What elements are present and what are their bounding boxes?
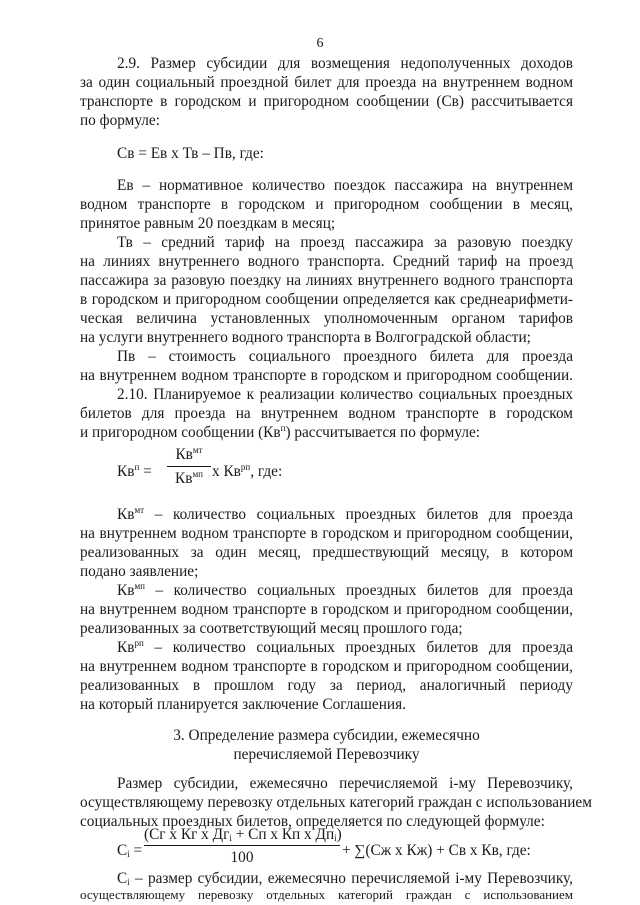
tv-def-line-5: ческая величина установленных уполномоченным органом тарифов [80, 310, 573, 327]
tv-def-line-3: пассажира за разовую поездку на линиях внутреннего водного транспорта [80, 272, 573, 289]
tv-def-line-2: на линиях внутреннего водного транспорта. Средний тариф на проезд [80, 253, 573, 270]
pv-def-line-2: на внутреннем водном транспорте в городском и пригородном сообщении. [80, 367, 573, 384]
kvrp-def-line-4: на который планируется заключение Соглашения. [80, 696, 406, 713]
ci-def-line-3: социальных проездных билетов; [80, 902, 94, 903]
kvrp-def-line-3: реализованных в прошлом году за период, аналогичный периоду [80, 677, 573, 694]
kvmt-def-line-3: реализованных за один месяц, предшествующий месяцу, в котором [80, 544, 573, 561]
kvmp-def-line-1: $Кв^{мп}$ – количество социальных проездных билетов для проезда [117, 581, 573, 599]
formula-ci-denominator: 100 [230, 849, 254, 866]
pv-def-line-1: Пв – стоимость социального проездного билета для проезда [117, 348, 573, 365]
page-number: 6 [316, 36, 324, 51]
formula-ci-numerator: (Сг х Кг х $Дг_i$ + Сп х Кп х $Дп_i$) [144, 826, 342, 843]
p29-line-1: 2.9. Размер субсидии для возмещения недополученных доходов [117, 55, 573, 72]
formula-kvp-rhs: х $Кв^{рп}$, где: [212, 462, 283, 480]
s3-intro-line-1: Размер субсидии, ежемесячно перечисляемой i-му Перевозчику, [117, 775, 573, 792]
tv-def-line-1: Тв – средний тариф на проезд пассажира за разовую поездку [117, 234, 573, 251]
kvmp-def-line-3: реализованных за соответствующий месяц прошлого года; [80, 620, 463, 637]
kvrp-def-line-2: на внутреннем водном транспорте в городском и пригородном сообщении, [80, 658, 573, 675]
formula-kvp-numerator: $Кв^{мт}$ [175, 445, 203, 463]
section3-title-line-1: 3. Определение размера субсидии, ежемесячно [173, 727, 480, 744]
ci-def-line-2: осуществляющему перевозку отдельных категорий граждан с использованием [80, 887, 573, 902]
p210-line-2: билетов для проезда на внутреннем водном транспорте в городском [80, 405, 573, 422]
formula-kvp-lhs: $Кв^п$ = [117, 462, 152, 480]
tv-def-line-6: на услуги внутреннего водного транспорта в Волгоградской области; [80, 329, 531, 346]
formula-kvp-fraction-bar [167, 466, 211, 467]
kvmt-def-line-2: на внутреннем водном транспорте в городском и пригородном сообщении, [80, 525, 573, 542]
kvmt-def-line-4: подано заявление; [80, 563, 199, 580]
p29-line-2: за один социальный проездной билет для проезда на внутреннем водном [80, 74, 573, 91]
ev-def-line-1: Ев – нормативное количество поездок пассажира на внутреннем [117, 177, 573, 194]
p210-line-3: и пригородном сообщении $(Кв^п)$ рассчитывается по формуле: [80, 423, 480, 441]
formula-kvp-denominator: $Кв^{мп}$ [175, 469, 203, 487]
kvrp-def-line-1: $Кв^{рп}$ – количество социальных проездных билетов для проезда [117, 638, 573, 656]
tv-def-line-4: в городском и пригородном сообщении определяется как среднеарифмети- [80, 291, 573, 308]
section3-title-line-2: перечисляемой Перевозчику [233, 746, 420, 763]
kvmt-def-line-1: $Кв^{мт}$ – количество социальных проездных билетов для проезда [117, 505, 573, 523]
formula-ci-lhs: $C_i$ = [117, 842, 143, 859]
s3-intro-line-2: осуществляющему перевозку отдельных категорий граждан с использованием [80, 794, 592, 811]
s3-intro-line-3: социальных проездных билетов, определяется по следующей формуле: [80, 813, 545, 830]
formula-sv: Св = Ев х Тв – Пв, где: [117, 145, 264, 162]
ev-def-line-2: водном транспорте в городском и пригородном сообщении в месяц, [80, 196, 573, 213]
ci-def-line-1: $C_i$ – размер субсидии, ежемесячно перечисляемой i-му Перевозчику, [117, 870, 573, 887]
p29-line-4: по формуле: [80, 112, 160, 129]
kvmp-def-line-2: на внутреннем водном транспорте в городском и пригородном сообщении, [80, 601, 573, 618]
formula-ci-fraction-bar [144, 845, 340, 846]
p29-line-3: транспорте в городском и пригородном сообщении (Св) рассчитывается [80, 93, 573, 110]
formula-ci-rhs: + ∑(Сж х Кж) + Св х Кв, где: [342, 842, 531, 859]
p210-line-1: 2.10. Планируемое к реализации количество социальных проездных [117, 386, 573, 403]
ev-def-line-3: принятое равным 20 поездкам в месяц; [80, 215, 336, 232]
